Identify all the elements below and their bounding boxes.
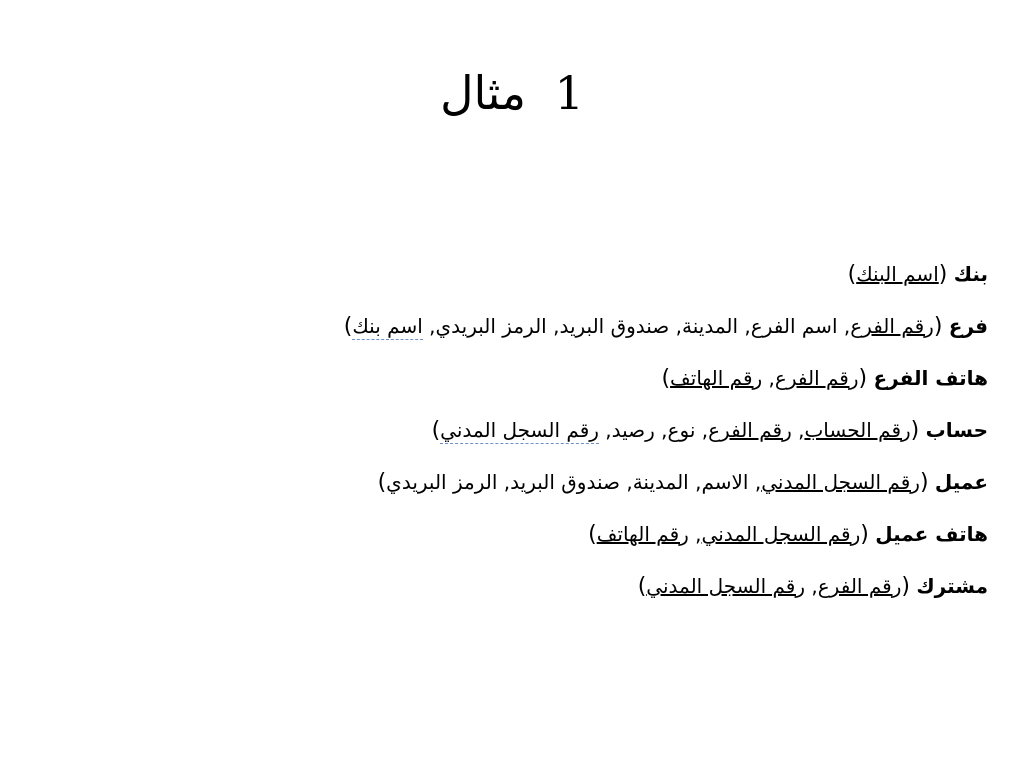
title-number: 1	[554, 66, 584, 120]
attribute-separator: ,	[619, 470, 633, 494]
attribute-separator: ,	[654, 418, 668, 442]
primary-key-attribute: رقم السجل المدني	[761, 470, 920, 494]
relation-row	[88, 508, 988, 560]
close-paren: )	[661, 366, 671, 391]
primary-key-attribute: رقم الحساب	[804, 418, 911, 442]
attribute-separator: ,	[422, 314, 436, 338]
foreign-key-attribute: اسم بنك	[352, 314, 423, 338]
relation-row	[88, 404, 988, 456]
primary-key-attribute: رقم الفرع	[708, 418, 792, 442]
open-paren: (	[860, 522, 869, 547]
relational-schema-list	[88, 248, 988, 612]
attribute-separator: ,	[837, 314, 851, 338]
attribute: نوع	[667, 418, 696, 442]
attribute-separator: ,	[688, 522, 702, 546]
close-paren: )	[343, 314, 353, 339]
relation-name: هاتف الفرع	[873, 366, 988, 390]
foreign-key-attribute: رقم السجل المدني	[440, 418, 599, 442]
relation-name: مشترك	[916, 574, 988, 598]
relation-name: بنك	[953, 262, 988, 286]
relation-row	[88, 560, 988, 612]
attribute-separator: ,	[546, 314, 560, 338]
title-word: مثال	[440, 66, 527, 120]
primary-key-attribute: رقم الهاتف	[596, 522, 689, 546]
attribute: الرمز البريدي	[435, 314, 547, 338]
relation-row	[88, 248, 988, 300]
close-paren: )	[431, 418, 441, 443]
relation-name: حساب	[925, 418, 988, 442]
attribute-separator: ,	[805, 574, 818, 598]
relation-name: هاتف عميل	[875, 522, 988, 546]
attribute: صندوق البريد	[510, 470, 620, 494]
attribute-separator: ,	[738, 314, 751, 338]
close-paren: )	[847, 262, 857, 287]
attribute: صندوق البريد	[559, 314, 670, 338]
relation-row	[88, 300, 988, 352]
open-paren: (	[910, 418, 920, 443]
slide-title	[0, 58, 1024, 128]
primary-key-attribute: رقم الفرع	[850, 314, 934, 338]
attribute: المدينة	[632, 470, 689, 494]
primary-key-attribute: اسم البنك	[856, 262, 939, 286]
attribute-separator: ,	[762, 366, 775, 390]
close-paren: )	[588, 522, 597, 547]
close-paren: )	[637, 574, 647, 599]
open-paren: (	[858, 366, 868, 391]
close-paren: )	[377, 470, 387, 495]
primary-key-attribute: رقم السجل المدني	[701, 522, 861, 546]
primary-key-attribute: رقم الفرع	[817, 574, 902, 598]
attribute-separator: ,	[688, 470, 702, 494]
relation-row	[88, 456, 988, 508]
primary-key-attribute: رقم الفرع	[774, 366, 859, 390]
attribute: المدينة	[682, 314, 739, 338]
relation-name: فرع	[948, 314, 988, 338]
relation-row	[88, 352, 988, 404]
open-paren: (	[919, 470, 929, 495]
attribute: الاسم	[701, 470, 749, 494]
attribute-separator: ,	[791, 418, 805, 442]
primary-key-attribute: رقم الهاتف	[670, 366, 763, 390]
attribute-separator: ,	[695, 418, 709, 442]
attribute: رصيد	[611, 418, 655, 442]
open-paren: (	[933, 314, 943, 339]
attribute-separator: ,	[598, 418, 612, 442]
attribute-separator: ,	[497, 470, 511, 494]
attribute: اسم الفرع	[750, 314, 838, 338]
open-paren: (	[901, 574, 910, 599]
attribute: الرمز البريدي	[386, 470, 498, 494]
primary-key-attribute: رقم السجل المدني	[646, 574, 806, 598]
relation-name: عميل	[934, 470, 988, 494]
open-paren: (	[938, 262, 948, 287]
attribute-separator: ,	[669, 314, 683, 338]
attribute-separator: ,	[748, 470, 762, 494]
